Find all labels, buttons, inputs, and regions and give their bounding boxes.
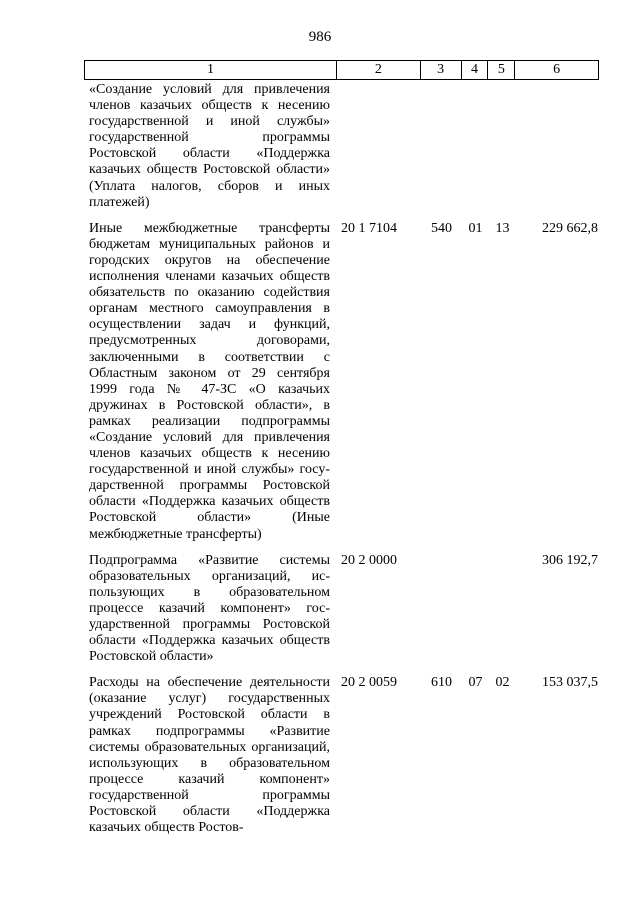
table-row [84,675,599,836]
row-col3: 610 [431,675,452,691]
row-code [337,82,421,211]
table-body [84,82,599,846]
row-amount: 306 192,7 [542,552,598,568]
row-description: «Создание условий для привлечения членов казачьих обществ к несению государственной и иной службы» государственной программы Ростовской области «Поддержка казачьих обществ Ростовской области» (Уплата налогов, сборов и иных платежей) [89,82,330,210]
table-row [84,221,599,543]
row-col4 [462,82,489,211]
row-code: 20 2 0059 [341,675,397,691]
row-col4: 01 [468,220,483,236]
row-col3: 540 [431,220,452,236]
row-amount [516,82,599,211]
header-col-3: 3 [421,61,462,79]
header-col-6: 6 [553,62,561,77]
row-col5 [489,82,516,211]
header-col-5: 5 [488,61,515,79]
row-col4 [462,553,489,666]
row-description: Расходы на обеспечение деятельности (оказание услуг) государственных учреждений Ростовской области в рамках подпрограммы «Развитие системы образовательных организаций, использующих в образовательном процессе казачий компонент» государственной программы Ростовской области «Поддержка казачьих обществ Ростов- [89,675,330,836]
header-col-1: 1 [85,61,337,79]
header-col-4: 4 [462,61,489,79]
row-col3 [421,553,462,666]
page-number: 986 [308,29,332,45]
table-row [84,553,599,666]
row-col4: 07 [468,675,483,691]
row-col5: 02 [495,675,510,691]
row-col3 [421,82,462,211]
row-amount: 229 662,8 [542,220,598,236]
table-row [84,82,599,211]
row-description: Иные межбюджетные трансферты бюджетам муниципальных районов и городских округов на обеспечение исполнения членами казачьих обществ обязательств по оказанию содействия органам местного самоуправления в осуществлении задач и функций, предусмотренных договорами, заключенными в соответствии с Областным законом от 29 сентября 1999 года № 47-ЗС «О казачьих дружинах в Ростовской области», в рамках реализации подпрограммы «Создание условий для привлечения членов казачьих обществ к несению государственной и иной службы» государственной программы Ростовской области «Поддержка казачьих обществ Ростовской области» (Иные межбюджетные трансферты) [89,220,330,542]
row-code: 20 1 7104 [341,220,397,236]
row-col5: 13 [495,220,510,236]
row-description: Подпрограмма «Развитие системы образовательных организаций, использующих в образовательном процессе казачий компонент» государственной программы Ростовской области «Поддержка казачьих обществ Ростовской области» [89,552,330,665]
row-code: 20 2 0000 [341,552,397,568]
row-amount: 153 037,5 [542,675,598,691]
row-col5 [489,553,516,666]
header-col-2: 2 [337,61,421,79]
table-header [84,60,599,80]
